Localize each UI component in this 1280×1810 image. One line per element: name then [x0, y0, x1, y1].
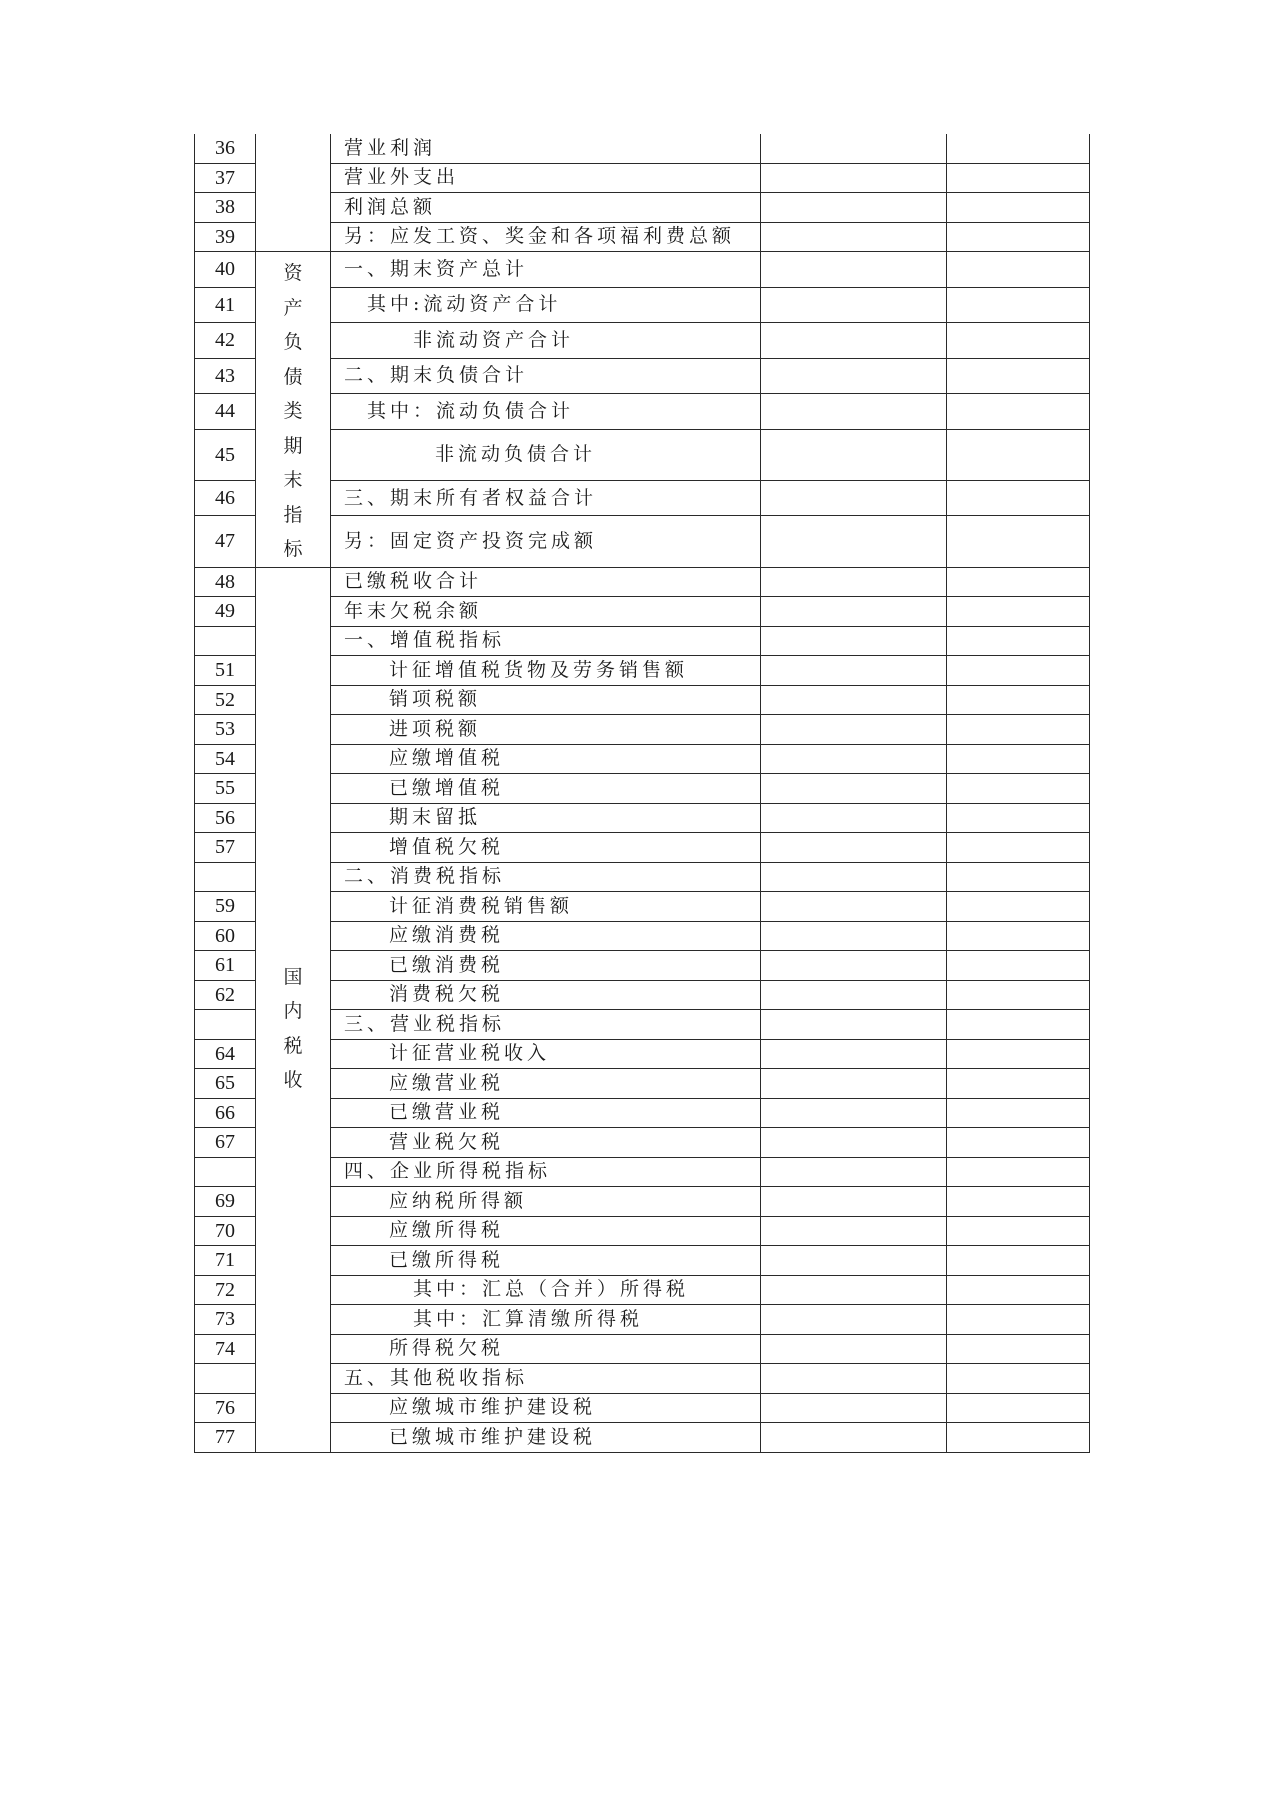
- row-number: 41: [195, 287, 256, 323]
- indicator-name: 另：应发工资、奖金和各项福利费总额: [331, 222, 761, 252]
- value-cell-1[interactable]: [761, 1364, 947, 1394]
- indicator-name: 非流动负债合计: [331, 429, 761, 480]
- value-cell-2[interactable]: [947, 597, 1090, 627]
- row-number: [195, 1010, 256, 1040]
- value-cell-1[interactable]: [761, 715, 947, 745]
- value-cell-1[interactable]: [761, 892, 947, 922]
- indicator-name: 已缴增值税: [331, 774, 761, 804]
- row-number: 67: [195, 1128, 256, 1158]
- row-number: 47: [195, 516, 256, 567]
- indicator-name: 其中：汇总（合并）所得税: [331, 1275, 761, 1305]
- value-cell-1[interactable]: [761, 1246, 947, 1276]
- value-cell-1[interactable]: [761, 774, 947, 804]
- value-cell-2[interactable]: [947, 134, 1090, 163]
- row-number: 38: [195, 193, 256, 223]
- row-number: 40: [195, 252, 256, 288]
- value-cell-2[interactable]: [947, 429, 1090, 480]
- indicator-name: 已缴税收合计: [331, 567, 761, 597]
- value-cell-1[interactable]: [761, 1187, 947, 1217]
- value-cell-1[interactable]: [761, 1216, 947, 1246]
- indicator-name: 二、期末负债合计: [331, 358, 761, 394]
- row-number: 57: [195, 833, 256, 863]
- indicator-name: 三、营业税指标: [331, 1010, 761, 1040]
- value-cell-1[interactable]: [761, 1393, 947, 1423]
- value-cell-2[interactable]: [947, 1039, 1090, 1069]
- value-cell-2[interactable]: [947, 1187, 1090, 1217]
- row-number: 59: [195, 892, 256, 922]
- value-cell-2[interactable]: [947, 287, 1090, 323]
- indicator-name: 计征营业税收入: [331, 1039, 761, 1069]
- value-cell-2[interactable]: [947, 394, 1090, 430]
- value-cell-2[interactable]: [947, 222, 1090, 252]
- indicator-name: 利润总额: [331, 193, 761, 223]
- value-cell-1[interactable]: [761, 1305, 947, 1335]
- value-cell-1[interactable]: [761, 1039, 947, 1069]
- value-cell-1[interactable]: [761, 252, 947, 288]
- value-cell-2[interactable]: [947, 833, 1090, 863]
- value-cell-1[interactable]: [761, 951, 947, 981]
- value-cell-1[interactable]: [761, 222, 947, 252]
- value-cell-2[interactable]: [947, 1216, 1090, 1246]
- category-char: 负: [283, 331, 303, 353]
- indicator-name: 一、增值税指标: [331, 626, 761, 656]
- category-domestic-tax: [256, 567, 331, 1452]
- category-char: 税: [283, 1034, 303, 1057]
- value-cell-1[interactable]: [761, 394, 947, 430]
- tax-indicator-table-page: [194, 134, 1089, 1453]
- value-cell-2[interactable]: [947, 685, 1090, 715]
- value-cell-1[interactable]: [761, 744, 947, 774]
- row-number: [195, 1364, 256, 1394]
- value-cell-1[interactable]: [761, 323, 947, 359]
- value-cell-2[interactable]: [947, 1393, 1090, 1423]
- row-number: 55: [195, 774, 256, 804]
- row-number: [195, 626, 256, 656]
- category-char: 标: [283, 538, 303, 560]
- value-cell-1[interactable]: [761, 980, 947, 1010]
- value-cell-1[interactable]: [761, 287, 947, 323]
- value-cell-2[interactable]: [947, 323, 1090, 359]
- indicator-name: 应缴消费税: [331, 921, 761, 951]
- row-number: 62: [195, 980, 256, 1010]
- value-cell-1[interactable]: [761, 597, 947, 627]
- row-number: 66: [195, 1098, 256, 1128]
- value-cell-2[interactable]: [947, 1157, 1090, 1187]
- value-cell-1[interactable]: [761, 862, 947, 892]
- indicator-name: 所得税欠税: [331, 1334, 761, 1364]
- value-cell-2[interactable]: [947, 892, 1090, 922]
- indicator-name: 应缴增值税: [331, 744, 761, 774]
- row-number: 69: [195, 1187, 256, 1217]
- category-balance-sheet: [256, 252, 331, 568]
- indicator-name: 四、企业所得税指标: [331, 1157, 761, 1187]
- indicator-name: 计征消费税销售额: [331, 892, 761, 922]
- row-number: 48: [195, 567, 256, 597]
- value-cell-2[interactable]: [947, 921, 1090, 951]
- row-number: 44: [195, 394, 256, 430]
- value-cell-2[interactable]: [947, 1334, 1090, 1364]
- value-cell-1[interactable]: [761, 833, 947, 863]
- value-cell-2[interactable]: [947, 1098, 1090, 1128]
- row-number: 43: [195, 358, 256, 394]
- row-number: 36: [195, 134, 256, 163]
- row-number: 49: [195, 597, 256, 627]
- indicator-name: 应缴营业税: [331, 1069, 761, 1099]
- category-char: 内: [283, 1000, 303, 1022]
- value-cell-1[interactable]: [761, 1010, 947, 1040]
- value-cell-2[interactable]: [947, 656, 1090, 686]
- category-char: 产: [283, 296, 303, 319]
- value-cell-2[interactable]: [947, 1305, 1090, 1335]
- row-number: [195, 862, 256, 892]
- indicator-name: 已缴城市维护建设税: [331, 1423, 761, 1453]
- indicator-name: 年末欠税余额: [331, 597, 761, 627]
- row-number: [195, 1157, 256, 1187]
- indicator-table: [194, 134, 1090, 1453]
- indicator-name: 二、消费税指标: [331, 862, 761, 892]
- value-cell-2[interactable]: [947, 1423, 1090, 1453]
- indicator-name: 应纳税所得额: [331, 1187, 761, 1217]
- row-number: 52: [195, 685, 256, 715]
- indicator-name: 营业利润: [331, 134, 761, 163]
- value-cell-2[interactable]: [947, 1275, 1090, 1305]
- value-cell-1[interactable]: [761, 1334, 947, 1364]
- value-cell-1[interactable]: [761, 480, 947, 516]
- value-cell-2[interactable]: [947, 744, 1090, 774]
- row-number: 37: [195, 163, 256, 193]
- value-cell-2[interactable]: [947, 980, 1090, 1010]
- value-cell-2[interactable]: [947, 1364, 1090, 1394]
- value-cell-1[interactable]: [761, 1275, 947, 1305]
- value-cell-1[interactable]: [761, 1069, 947, 1099]
- indicator-name: 三、期末所有者权益合计: [331, 480, 761, 516]
- value-cell-1[interactable]: [761, 626, 947, 656]
- category-cell-blank: [256, 134, 331, 252]
- indicator-name: 其中：汇算清缴所得税: [331, 1305, 761, 1335]
- value-cell-2[interactable]: [947, 1010, 1090, 1040]
- indicator-name: 已缴消费税: [331, 951, 761, 981]
- category-char: 指: [283, 503, 303, 526]
- category-char: 收: [283, 1069, 303, 1091]
- row-number: 73: [195, 1305, 256, 1335]
- row-number: 71: [195, 1246, 256, 1276]
- value-cell-2[interactable]: [947, 480, 1090, 516]
- row-number: 72: [195, 1275, 256, 1305]
- indicator-name: 五、其他税收指标: [331, 1364, 761, 1394]
- category-char: 末: [283, 469, 303, 491]
- value-cell-1[interactable]: [761, 803, 947, 833]
- category-char: 资: [283, 262, 303, 284]
- value-cell-2[interactable]: [947, 951, 1090, 981]
- value-cell-2[interactable]: [947, 193, 1090, 223]
- category-char: 债: [283, 365, 303, 388]
- indicator-name: 非流动资产合计: [331, 323, 761, 359]
- value-cell-2[interactable]: [947, 567, 1090, 597]
- value-cell-2[interactable]: [947, 1246, 1090, 1276]
- row-number: 51: [195, 656, 256, 686]
- value-cell-2[interactable]: [947, 862, 1090, 892]
- row-number: 46: [195, 480, 256, 516]
- value-cell-2[interactable]: [947, 1069, 1090, 1099]
- value-cell-2[interactable]: [947, 626, 1090, 656]
- row-number: 76: [195, 1393, 256, 1423]
- value-cell-2[interactable]: [947, 516, 1090, 567]
- row-number: 39: [195, 222, 256, 252]
- value-cell-1[interactable]: [761, 358, 947, 394]
- row-number: 60: [195, 921, 256, 951]
- row-number: 65: [195, 1069, 256, 1099]
- indicator-name: 消费税欠税: [331, 980, 761, 1010]
- row-number: 56: [195, 803, 256, 833]
- table-row: [195, 134, 1090, 163]
- indicator-name: 营业外支出: [331, 163, 761, 193]
- indicator-name: 增值税欠税: [331, 833, 761, 863]
- indicator-name: 期末留抵: [331, 803, 761, 833]
- indicator-name: 应缴所得税: [331, 1216, 761, 1246]
- value-cell-1[interactable]: [761, 1157, 947, 1187]
- table-row: [195, 252, 1090, 288]
- value-cell-1[interactable]: [761, 656, 947, 686]
- value-cell-1[interactable]: [761, 1098, 947, 1128]
- row-number: 74: [195, 1334, 256, 1364]
- row-number: 42: [195, 323, 256, 359]
- indicator-name: 进项税额: [331, 715, 761, 745]
- value-cell-1[interactable]: [761, 163, 947, 193]
- value-cell-2[interactable]: [947, 358, 1090, 394]
- value-cell-2[interactable]: [947, 252, 1090, 288]
- value-cell-1[interactable]: [761, 1423, 947, 1453]
- row-number: 70: [195, 1216, 256, 1246]
- value-cell-1[interactable]: [761, 516, 947, 567]
- indicator-name: 一、期末资产总计: [331, 252, 761, 288]
- value-cell-2[interactable]: [947, 163, 1090, 193]
- row-number: 53: [195, 715, 256, 745]
- value-cell-2[interactable]: [947, 774, 1090, 804]
- value-cell-2[interactable]: [947, 715, 1090, 745]
- indicator-name: 另：固定资产投资完成额: [331, 516, 761, 567]
- value-cell-2[interactable]: [947, 1128, 1090, 1158]
- category-char: 期: [283, 434, 303, 457]
- indicator-name: 应缴城市维护建设税: [331, 1393, 761, 1423]
- row-number: 45: [195, 429, 256, 480]
- indicator-name: 其中:流动资产合计: [331, 287, 761, 323]
- table-row: [195, 567, 1090, 597]
- row-number: 77: [195, 1423, 256, 1453]
- indicator-name: 已缴营业税: [331, 1098, 761, 1128]
- indicator-name: 销项税额: [331, 685, 761, 715]
- value-cell-1[interactable]: [761, 1128, 947, 1158]
- category-char: 国: [283, 965, 303, 988]
- value-cell-1[interactable]: [761, 134, 947, 163]
- row-number: 64: [195, 1039, 256, 1069]
- value-cell-1[interactable]: [761, 685, 947, 715]
- indicator-name: 计征增值税货物及劳务销售额: [331, 656, 761, 686]
- indicator-name: 已缴所得税: [331, 1246, 761, 1276]
- value-cell-2[interactable]: [947, 803, 1090, 833]
- value-cell-1[interactable]: [761, 193, 947, 223]
- value-cell-1[interactable]: [761, 567, 947, 597]
- category-char: 类: [283, 400, 303, 422]
- indicator-name: 其中：流动负债合计: [331, 394, 761, 430]
- indicator-name: 营业税欠税: [331, 1128, 761, 1158]
- value-cell-1[interactable]: [761, 921, 947, 951]
- value-cell-1[interactable]: [761, 429, 947, 480]
- row-number: 61: [195, 951, 256, 981]
- row-number: 54: [195, 744, 256, 774]
